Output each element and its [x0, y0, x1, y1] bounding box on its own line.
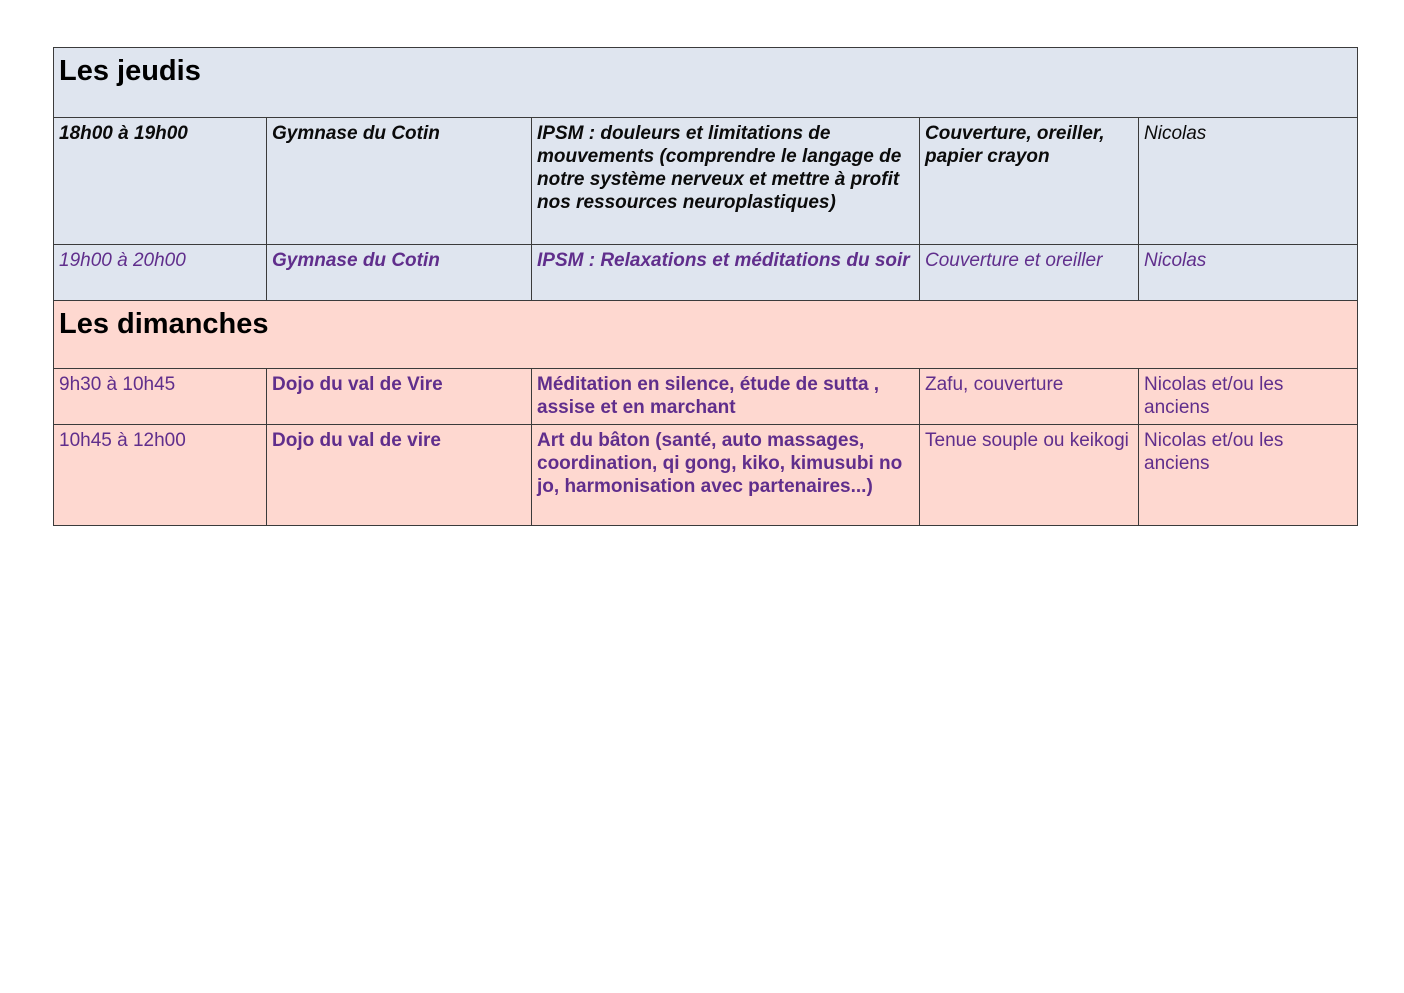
teacher-cell: Nicolas	[1139, 245, 1358, 301]
section-title: Les jeudis	[54, 48, 1358, 118]
place-cell: Gymnase du Cotin	[267, 118, 532, 245]
time-cell: 18h00 à 19h00	[54, 118, 267, 245]
place-cell: Gymnase du Cotin	[267, 245, 532, 301]
time-cell: 19h00 à 20h00	[54, 245, 267, 301]
section-header-jeudis	[54, 48, 1358, 118]
teacher-cell: Nicolas et/ou les anciens	[1139, 369, 1358, 425]
activity-cell: Art du bâton (santé, auto massages, coordination, qi gong, kiko, kimusubi no jo, harmonisation avec partenaires...)	[532, 425, 920, 526]
table-row	[54, 369, 1358, 425]
teacher-cell: Nicolas et/ou les anciens	[1139, 425, 1358, 526]
time-cell: 10h45 à 12h00	[54, 425, 267, 526]
table-row	[54, 425, 1358, 526]
equipment-cell: Couverture et oreiller	[920, 245, 1139, 301]
section-header-dimanches	[54, 301, 1358, 369]
schedule-table	[53, 47, 1358, 526]
section-title: Les dimanches	[54, 301, 1358, 369]
place-cell: Dojo du val de Vire	[267, 369, 532, 425]
activity-cell: Méditation en silence, étude de sutta , assise et en marchant	[532, 369, 920, 425]
table-row	[54, 118, 1358, 245]
activity-cell: IPSM : douleurs et limitations de mouvements (comprendre le langage de notre système nerveux et mettre à profit nos ressources neuroplastiques)	[532, 118, 920, 245]
equipment-cell: Zafu, couverture	[920, 369, 1139, 425]
table-row	[54, 245, 1358, 301]
time-cell: 9h30 à 10h45	[54, 369, 267, 425]
equipment-cell: Tenue souple ou keikogi	[920, 425, 1139, 526]
equipment-cell: Couverture, oreiller, papier crayon	[920, 118, 1139, 245]
teacher-cell: Nicolas	[1139, 118, 1358, 245]
activity-cell: IPSM : Relaxations et méditations du soir	[532, 245, 920, 301]
place-cell: Dojo du val de vire	[267, 425, 532, 526]
